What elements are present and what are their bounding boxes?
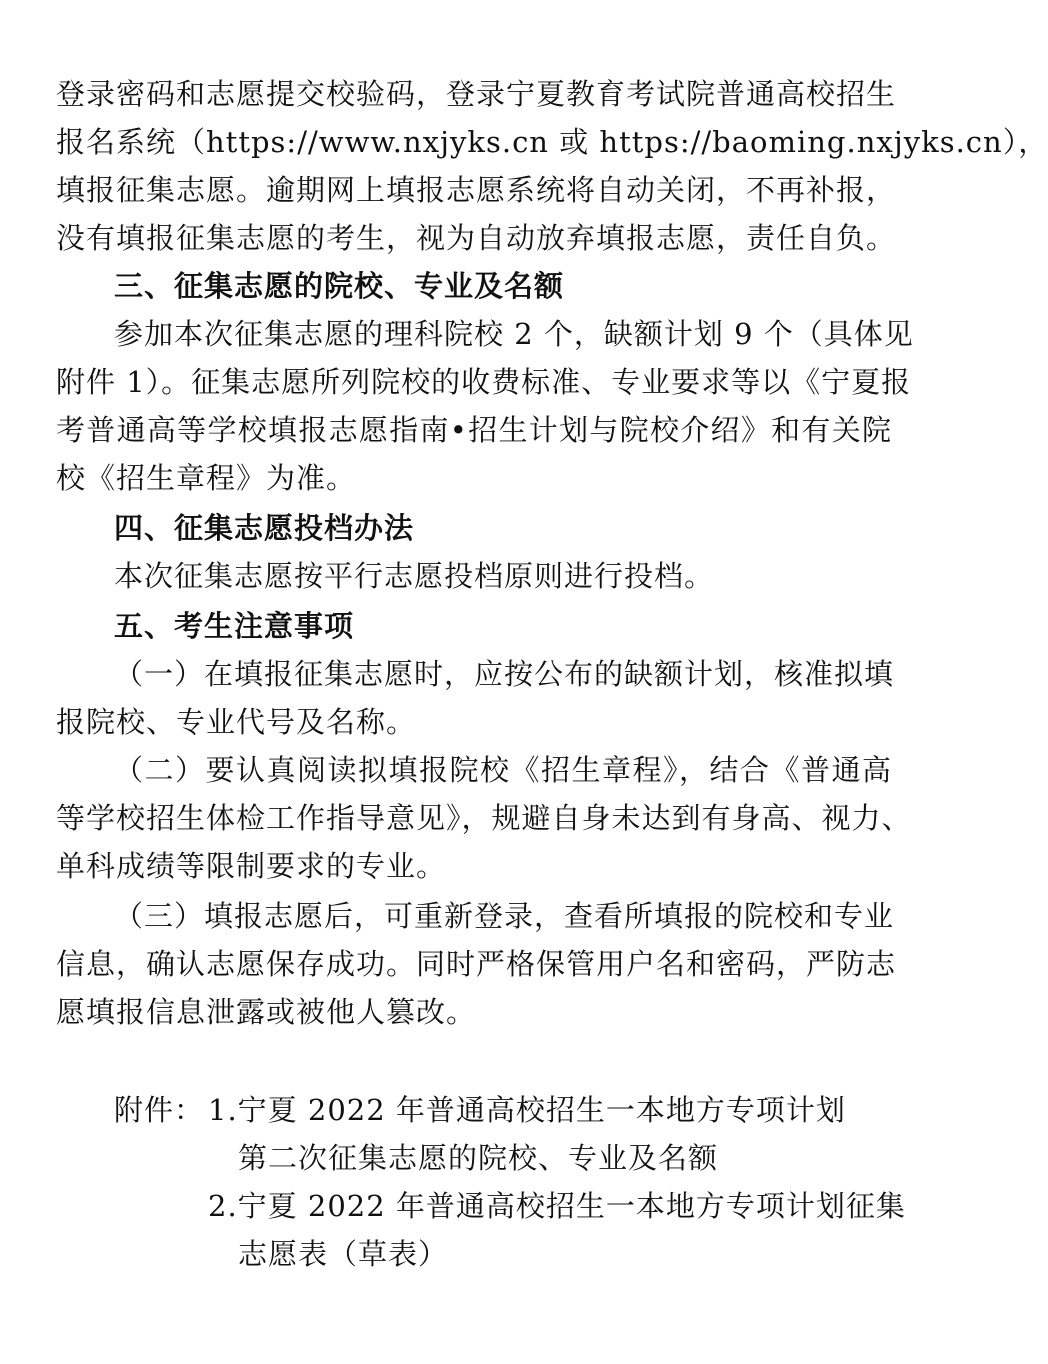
paragraph-line: 附件 1）。征集志愿所列院校的收费标准、专业要求等以《宁夏报 xyxy=(56,365,912,399)
attachment-item: 志愿表（草表） xyxy=(238,1237,449,1271)
list-item-line: 信息，确认志愿保存成功。同时严格保管用户名和密码，严防志 xyxy=(56,947,897,981)
attachment-item: 第二次征集志愿的院校、专业及名额 xyxy=(238,1141,719,1175)
paragraph-line: 没有填报征集志愿的考生，视为自动放弃填报志愿，责任自负。 xyxy=(56,221,897,255)
list-item-line: 单科成绩等限制要求的专业。 xyxy=(56,849,447,883)
list-item-line: （二）要认真阅读拟填报院校《招生章程》，结合《普通高 xyxy=(114,753,892,787)
section-heading: 四、征集志愿投档办法 xyxy=(114,511,415,545)
paragraph-line: 登录密码和志愿提交校验码，登录宁夏教育考试院普通高校招生 xyxy=(56,77,897,111)
paragraph-line: 报名系统（https://www.nxjyks.cn 或 https://baoming.nxjyks.cn）， xyxy=(56,125,1048,159)
list-item-line: 愿填报信息泄露或被他人篡改。 xyxy=(56,995,477,1029)
list-item-line: （三）填报志愿后，可重新登录，查看所填报的院校和专业 xyxy=(114,899,895,933)
list-item-line: （一）在填报征集志愿时，应按公布的缺额计划，核准拟填 xyxy=(114,657,895,691)
attachments-label: 附件： xyxy=(114,1093,205,1127)
list-item-line: 等学校招生体检工作指导意见》，规避自身未达到有身高、视力、 xyxy=(56,801,912,835)
attachment-item: 1.宁夏 2022 年普通高校招生一本地方专项计划 xyxy=(208,1093,846,1127)
paragraph-line: 参加本次征集志愿的理科院校 2 个，缺额计划 9 个（具体见 xyxy=(114,317,914,351)
section-heading: 五、考生注意事项 xyxy=(114,609,355,643)
paragraph-line: 考普通高等学校填报志愿指南•招生计划与院校介绍》和有关院 xyxy=(56,413,892,447)
attachment-item: 2.宁夏 2022 年普通高校招生一本地方专项计划征集 xyxy=(208,1189,906,1223)
paragraph-line: 校《招生章程》为准。 xyxy=(56,461,357,495)
paragraph-line: 填报征集志愿。逾期网上填报志愿系统将自动关闭，不再补报， xyxy=(56,173,897,207)
section-heading: 三、征集志愿的院校、专业及名额 xyxy=(114,269,565,303)
list-item-line: 报院校、专业代号及名称。 xyxy=(56,705,417,739)
paragraph-line: 本次征集志愿按平行志愿投档原则进行投档。 xyxy=(114,559,715,593)
